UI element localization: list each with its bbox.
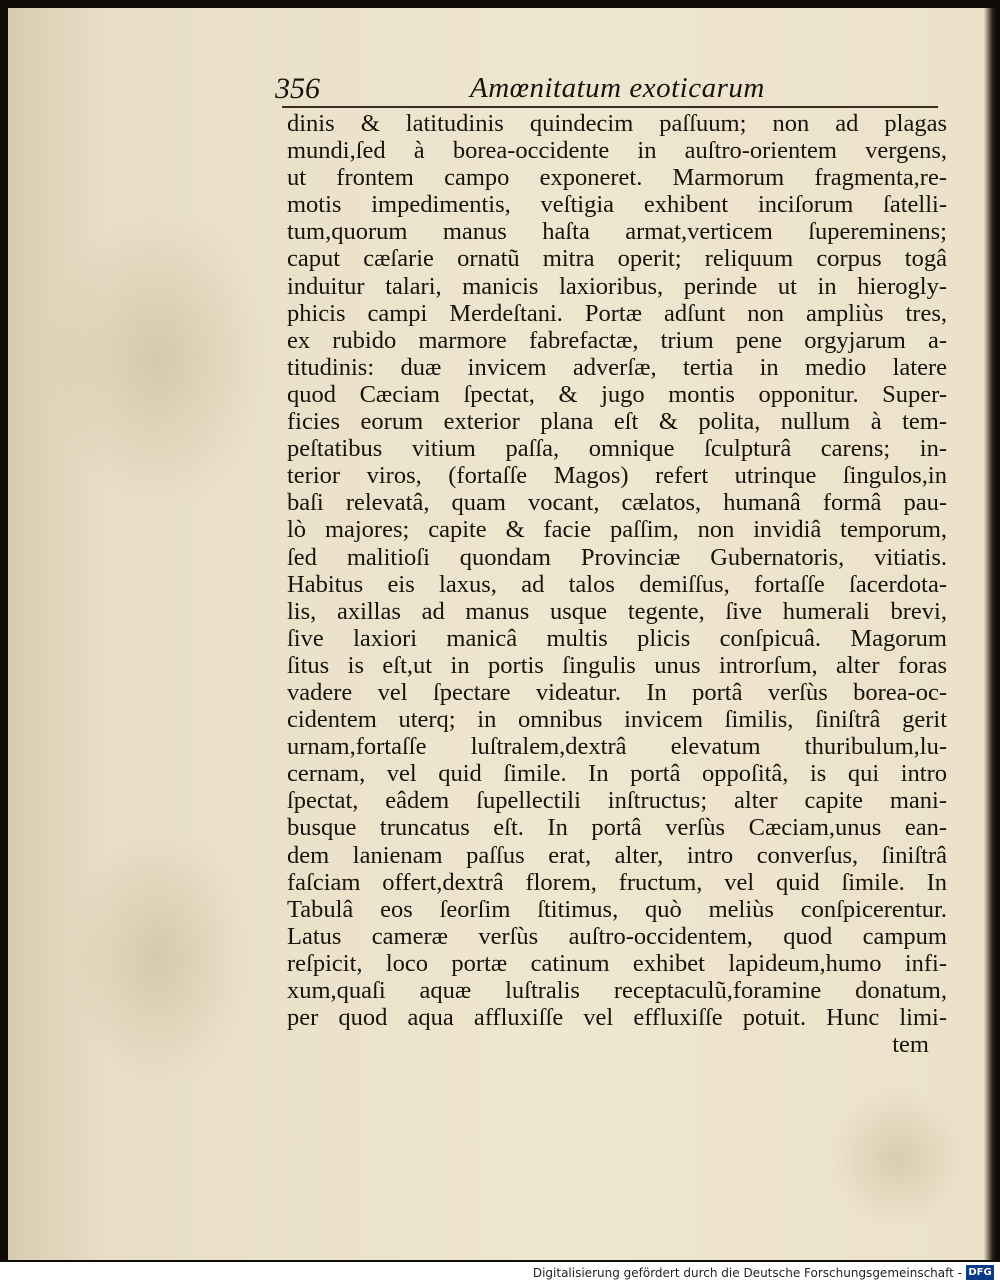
text-line: ut frontem campo exponeret. Marmorum fragmenta,re- — [287, 164, 947, 192]
dfg-logo: DFG — [966, 1265, 994, 1280]
text-line: phicis campi Merdeſtani. Portæ adſunt non ampliùs tres, — [287, 299, 947, 327]
paper-stain — [828, 1088, 968, 1228]
text-line: ex rubido marmore fabrefactæ, trium pene orgyjarum a- — [287, 326, 947, 354]
text-line: terior viros, (fortaſſe Magos) refert utrinque ſingulos,in — [287, 462, 947, 490]
text-line: ſpectat, eâdem ſupellectili inſtructus; alter capite mani- — [287, 787, 947, 815]
paper-stain — [48, 208, 268, 508]
text-line: tem — [892, 1031, 929, 1059]
text-line: Latus cameræ verſùs auſtro-occidentem, quod campum — [287, 922, 947, 950]
text-line: urnam,fortaſſe luſtralem,dextrâ elevatum thuribulum,lu- — [287, 733, 947, 761]
text-line: dinis & latitudinis quindecim paſſuum; non ad plagas — [287, 110, 947, 137]
footer-credit: Digitalisierung gefördert durch die Deutsche Forschungsgemeinschaft - — [532, 1266, 962, 1280]
text-line: quod Cæciam ſpectat, & jugo montis opponitur. Super- — [287, 380, 947, 408]
text-line: Habitus eis laxus, ad talos demiſſus, fortaſſe ſacerdota- — [287, 570, 947, 598]
text-line: peſtatibus vitium paſſa, omnique ſculpturâ carens; in- — [287, 435, 947, 463]
page-number: 356 — [275, 72, 320, 105]
text-line: busque truncatus eſt. In portâ verſùs Cæciam,unus ean- — [287, 814, 947, 842]
text-line: vadere vel ſpectare videatur. In portâ verſùs borea-oc- — [287, 678, 947, 706]
text-line: per quod aqua affluxiſſe vel effluxiſſe potuit. Hunc limi- — [287, 1004, 947, 1032]
text-line: lis, axillas ad manus usque tegente, ſive humerali brevi, — [287, 597, 947, 625]
text-line: ficies eorum exterior plana eſt & polita, nullum à tem- — [287, 408, 947, 436]
text-line: cernam, vel quid ſimile. In portâ oppoſitâ, is qui intro — [287, 760, 947, 788]
page-edge — [984, 8, 996, 1260]
text-line: tum,quorum manus haſta armat,verticem ſupereminens; — [287, 218, 947, 246]
text-line: cidentem uterq; in omnibus invicem ſimilis, ſiniſtrâ gerit — [287, 706, 947, 734]
text-line: lò majores; capite & facie paſſim, non invidiâ temporum, — [287, 516, 947, 544]
running-title: Amœnitatum exoticarum — [470, 72, 765, 104]
text-line: Tabulâ eos ſeorſim ſtitimus, quò meliùs conſpicerentur. — [287, 895, 947, 923]
body-text — [287, 110, 947, 1058]
text-line: ſed malitioſi quondam Provinciæ Gubernatoris, vitiatis. — [287, 543, 947, 571]
header-rule — [282, 106, 938, 108]
text-line: faſciam offert,dextrâ florem, fructum, vel quid ſimile. In — [287, 868, 947, 896]
paper-stain — [68, 828, 248, 1088]
text-line: titudinis: duæ invicem adverſæ, tertia in medio latere — [287, 353, 947, 381]
text-line: motis impedimentis, veſtigia exhibent inciſorum ſatelli- — [287, 191, 947, 219]
text-line: dem lanienam paſſus erat, alter, intro converſus, ſiniſtrâ — [287, 841, 947, 869]
text-line: ſitus is eſt,ut in portis ſingulis unus introrſum, alter foras — [287, 651, 947, 679]
text-line: ſive laxiori manicâ multis plicis conſpicuâ. Magorum — [287, 624, 947, 652]
text-line: caput cæſarie ornatũ mitra operit; reliquum corpus togâ — [287, 245, 947, 273]
text-line: reſpicit, loco portæ catinum exhibet lapideum,humo infi- — [287, 949, 947, 977]
page-header — [275, 70, 935, 106]
text-line: mundi,ſed à borea-occidente in auſtro-orientem vergens, — [287, 137, 947, 165]
text-line: baſi relevatâ, quam vocant, cælatos, humanâ formâ pau- — [287, 489, 947, 517]
text-line: xum,quaſi aquæ luſtralis receptaculũ,foramine donatum, — [287, 977, 947, 1004]
text-line: induitur talari, manicis laxioribus, perinde ut in hierogly- — [287, 272, 947, 300]
footer-bar — [0, 1262, 1000, 1285]
